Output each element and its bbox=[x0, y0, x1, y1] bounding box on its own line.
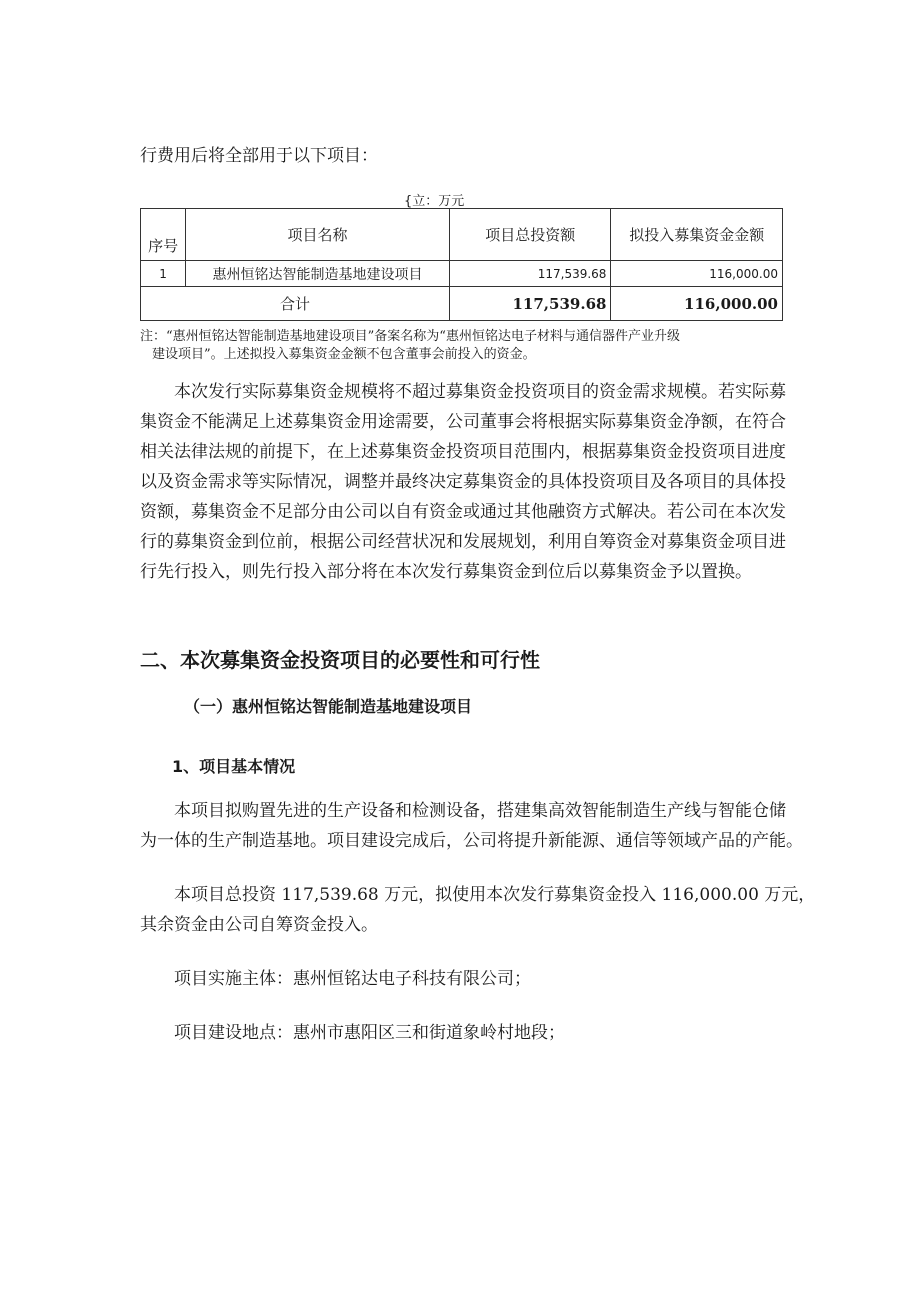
paragraph-fund-usage bbox=[140, 377, 800, 587]
paragraph-line: 项目建设地点：惠州市惠阳区三和街道象岭村地段； bbox=[140, 1023, 565, 1043]
unit-label: {立：万元 bbox=[404, 194, 465, 209]
paragraph-line: 本项目拟购置先进的生产设备和检测设备，搭建集高效智能制造生产线与智能仓储 bbox=[140, 801, 786, 821]
sum-raised-funds: 116,000.00 bbox=[611, 287, 783, 321]
section-heading: 二、本次募集资金投资项目的必要性和可行性 bbox=[140, 648, 540, 672]
paragraph-line: 行先行投入，则先行投入部分将在本次发行募集资金到位后以募集资金予以置换。 bbox=[140, 562, 752, 582]
sum-total-investment: 117,539.68 bbox=[449, 287, 611, 321]
table-note-line-1: 注：“惠州恒铭达智能制造基地建设项目”备案名称为“惠州恒铭达电子材料与通信器件产业升级 bbox=[140, 329, 680, 344]
row-raised-funds: 116,000.00 bbox=[611, 261, 783, 287]
intro-line: 行费用后将全部用于以下项目： bbox=[140, 146, 378, 166]
table-note-line-2: 建设项目”。上述拟投入募集资金金额不包含董事会前投入的资金。 bbox=[152, 347, 536, 362]
header-total-investment: 项目总投资额 bbox=[449, 209, 611, 261]
paragraph-line: 为一体的生产制造基地。项目建设完成后，公司将提升新能源、通信等领域产品的产能。 bbox=[140, 831, 803, 851]
paragraph-line: 相关法律法规的前提下，在上述募集资金投资项目范围内，根据募集资金投资项目进度 bbox=[140, 442, 786, 462]
sum-label: 合计 bbox=[141, 287, 450, 321]
paragraph-line: 其余资金由公司自筹资金投入。 bbox=[140, 915, 378, 935]
sub-heading: （一）惠州恒铭达智能制造基地建设项目 bbox=[184, 697, 473, 716]
header-seq: 序号 bbox=[141, 209, 186, 261]
paragraph-line: 本项目总投资 117,539.68 万元，拟使用本次发行募集资金投入 116,000.00 万元， bbox=[140, 885, 816, 905]
paragraph-project-overview bbox=[140, 796, 803, 856]
header-raised-funds: 拟投入募集资金金额 bbox=[611, 209, 783, 261]
fund-allocation-table bbox=[140, 208, 783, 321]
row-project-name: 惠州恒铭达智能制造基地建设项目 bbox=[186, 261, 450, 287]
table-row bbox=[141, 261, 783, 287]
row-total-investment: 117,539.68 bbox=[449, 261, 611, 287]
paragraph-line: 本次发行实际募集资金规模将不超过募集资金投资项目的资金需求规模。若实际募 bbox=[140, 382, 786, 402]
paragraph-line: 行的募集资金到位前，根据公司经营状况和发展规划，利用自筹资金对募集资金项目进 bbox=[140, 532, 786, 552]
table-sum-row bbox=[141, 287, 783, 321]
paragraph-line: 项目实施主体：惠州恒铭达电子科技有限公司； bbox=[140, 969, 531, 989]
paragraph-investment bbox=[140, 880, 816, 940]
paragraph-construction-site bbox=[140, 1018, 800, 1048]
header-project-name: 项目名称 bbox=[186, 209, 450, 261]
paragraph-line: 以及资金需求等实际情况，调整并最终决定募集资金的具体投资项目及各项目的具体投 bbox=[140, 472, 786, 492]
table-header-row bbox=[141, 209, 783, 261]
paragraph-line: 资额，募集资金不足部分由公司以自有资金或通过其他融资方式解决。若公司在本次发 bbox=[140, 502, 786, 522]
item-heading: 1、项目基本情况 bbox=[172, 757, 296, 776]
paragraph-implementing-entity bbox=[140, 964, 800, 994]
row-seq: 1 bbox=[141, 261, 186, 287]
paragraph-line: 集资金不能满足上述募集资金用途需要，公司董事会将根据实际募集资金净额，在符合 bbox=[140, 412, 786, 432]
